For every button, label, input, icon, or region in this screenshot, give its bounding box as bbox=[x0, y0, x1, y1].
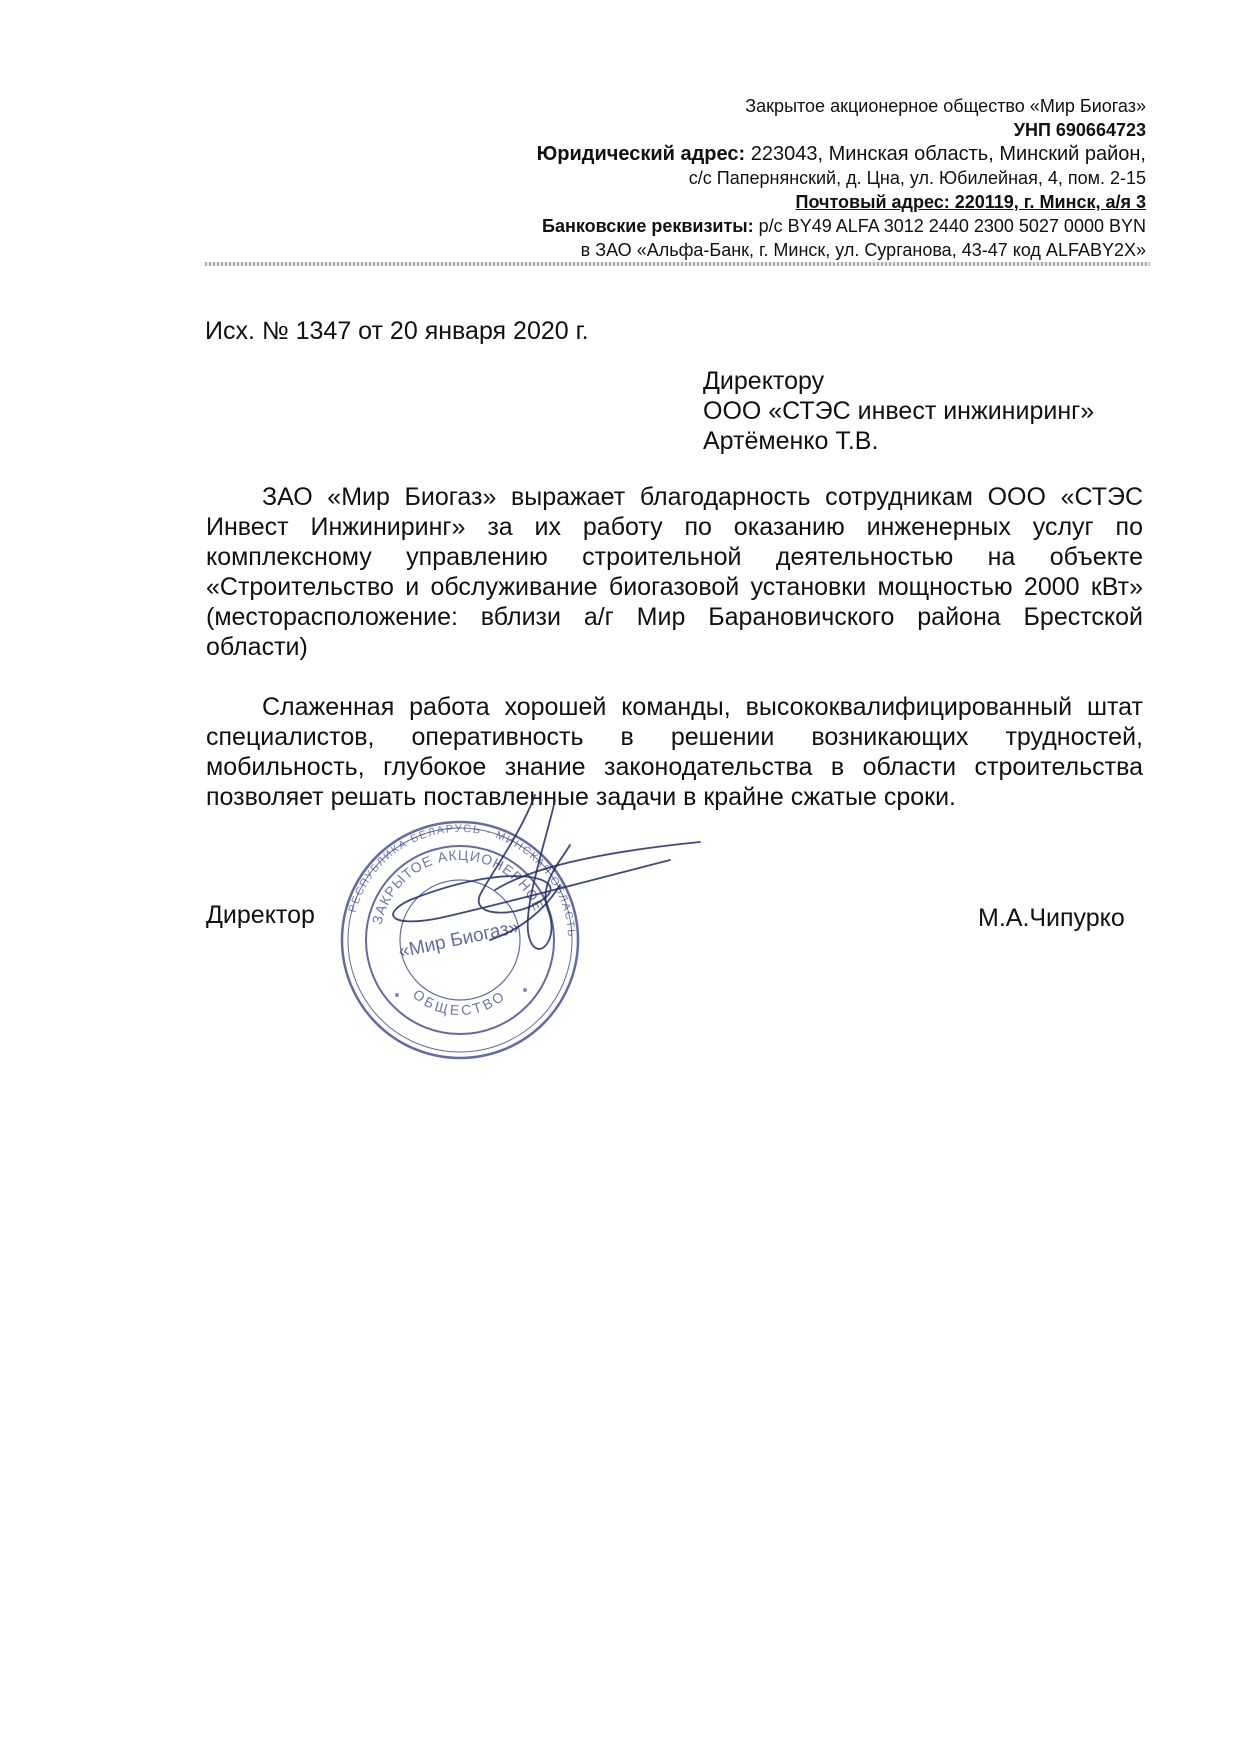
letterhead-divider bbox=[205, 262, 1150, 266]
letterhead bbox=[537, 94, 1146, 262]
addressee-block bbox=[703, 366, 1094, 456]
legal-address bbox=[537, 142, 1146, 166]
bank-line2: в ЗАО «Альфа-Банк, г. Минск, ул. Сурганова, 43-47 код ALFABY2X» bbox=[580, 240, 1146, 260]
signatory-title: Директор bbox=[206, 901, 315, 929]
seal-center-text: «Мир Биогаз» bbox=[396, 916, 522, 963]
signatory-name: М.А.Чипурко bbox=[978, 904, 1125, 932]
paragraph-text-2: Слаженная работа хорошей команды, высококвалифицированный штат специалистов, оперативность в решении возникающих трудностей, мобильность, глубокое знание законодательства в области строительства позволяет решать поставленные задачи в крайне сжатые сроки. bbox=[206, 693, 1143, 811]
seal-inner-bottom-text: ОБЩЕСТВО bbox=[410, 986, 510, 1019]
legal-address-line1: 223043, Минская область, Минский район, bbox=[745, 143, 1146, 165]
paragraph-text-1: ЗАО «Мир Биогаз» выражает благодарность сотрудникам ООО «СТЭС Инвест Инжиниринг» за их работу по оказанию инженерных услуг по комплексному управлению строительной деятельностью на объекте «Строительство и обслуживание биогазовой установки мощностью 2000 кВт» (месторасположение: вблизи а/г Мир Барановичского района Брестской области) bbox=[206, 483, 1143, 661]
postal-address: Почтовый адрес: 220119, г. Минск, а/я 3 bbox=[795, 192, 1146, 212]
addressee-line1: Директору bbox=[703, 367, 825, 395]
body-paragraph-1 bbox=[206, 482, 1143, 662]
legal-address-label: Юридический адрес: bbox=[536, 143, 746, 165]
bank-details bbox=[537, 214, 1146, 238]
bank-line1: р/с BY49 ALFA 3012 2440 2300 5027 0000 BYN bbox=[753, 216, 1146, 236]
company-name: Закрытое акционерное общество «Мир Биогаз» bbox=[745, 96, 1146, 116]
seal-inner-top-text: ЗАКРЫТОЕ АКЦИОНЕРНОЕ bbox=[368, 846, 548, 926]
bank-label: Банковские реквизиты: bbox=[542, 216, 754, 236]
addressee-line3: Артёменко Т.В. bbox=[703, 427, 879, 455]
legal-address-line2: с/с Папернянский, д. Цна, ул. Юбилейная, 4, пом. 2-15 bbox=[688, 168, 1146, 188]
handwritten-signature bbox=[370, 790, 710, 980]
seal-outer-text: РЕСПУБЛИКА БЕЛАРУСЬ · МИНСКАЯ ОБЛАСТЬ bbox=[346, 822, 578, 939]
addressee-line2: ООО «СТЭС инвест инжиниринг» bbox=[703, 397, 1095, 425]
unp-number: УНП 690664723 bbox=[1013, 120, 1146, 140]
outgoing-reference: Исх. № 1347 от 20 января 2020 г. bbox=[205, 317, 589, 345]
